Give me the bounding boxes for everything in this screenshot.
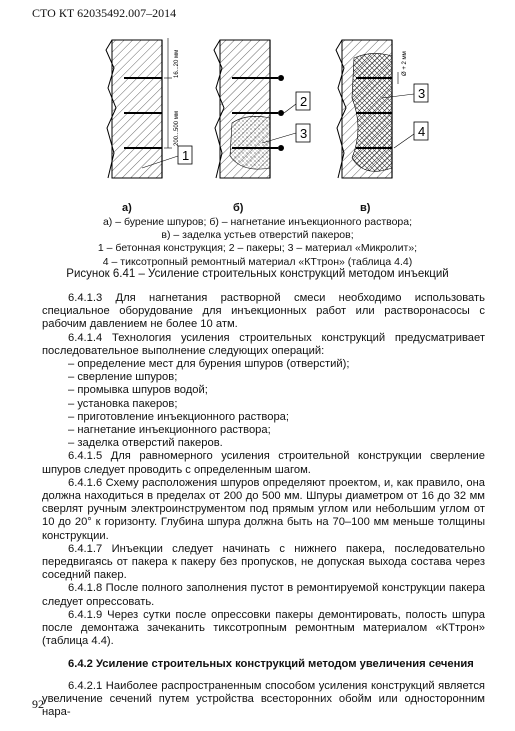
legend-line: в) – заделка устьев отверстий пакеров; bbox=[161, 229, 354, 242]
paragraph: 6.4.2.1 Наиболее распространенным способом усиления конструкций является увеличение сечений путем устройства всесторонних обойм или односторонним нара- bbox=[42, 679, 485, 719]
dimension-diameter: Ø + 2 мм bbox=[402, 51, 408, 76]
panel-b-label: б) bbox=[233, 202, 244, 214]
list-item: – приготовление инъекционного раствора; bbox=[68, 410, 289, 423]
list-item: – промывка шпуров водой; bbox=[68, 384, 208, 397]
callout-1: 1 bbox=[182, 148, 190, 163]
paragraph: 6.4.1.3 Для нагнетания растворной смеси необходимо использовать специальное оборудование для инъекционных работ или растворонасосы с рабочим давлением не более 10 атм. bbox=[42, 292, 485, 331]
section-heading: 6.4.2 Усиление строительных конструкций методом увеличения сечения bbox=[68, 658, 474, 671]
figure-legend bbox=[0, 216, 515, 269]
paragraph: 6.4.1.5 Для равномерного усиления строительной конструкции сверление шпуров следует проводить с определенным шагом. bbox=[42, 450, 485, 476]
panel-b-drawing bbox=[214, 40, 310, 178]
paragraph: 6.4.1.4 Технология усиления строительных конструкций предусматривает последовательное выполнение следующих операций: bbox=[42, 331, 485, 357]
legend-line: а) – бурение шпуров; б) – нагнетание инъекционного раствора; bbox=[102, 216, 413, 228]
document-code-header: СТО КТ 62035492.007–2014 bbox=[32, 6, 177, 20]
panel-a-drawing bbox=[106, 38, 192, 178]
callout-2: 2 bbox=[300, 94, 308, 109]
list-item: – определение мест для бурения шпуров (отверстий); bbox=[68, 358, 350, 371]
paragraph: 6.4.1.7 Инъекции следует начинать с нижнего пакера, последовательно передвигаясь от пакера к пакеру без пропусков, не допуская выхода состава через соседний пакер. bbox=[42, 542, 485, 582]
paragraph: 6.4.1.6 Схему расположения шпуров определяют проектом, и, как правило, она должна находиться в пределах от 200 до 500 мм. Шпуры диаметром от 16 до 32 мм сверлят ручным электроинструментом под прямым углом или небольшим углом от 10 до 20° к горизонту. Глубина шпура должна быть на 70–100 мм меньше толщины конструкции. bbox=[42, 476, 485, 542]
figure-caption: Рисунок 6.41 – Усиление строительных конструкций методом инъекций bbox=[66, 268, 449, 280]
body-text bbox=[42, 292, 485, 719]
paragraph: 6.4.1.9 Через сутки после опрессовки пакеры демонтировать, полость шпура после демонтажа зачеканить тиксотропным ремонтным материалом «КТтрон» (таблица 4.4). bbox=[42, 608, 485, 648]
list-item: – сверление шпуров; bbox=[68, 371, 178, 384]
callout-3-b: 3 bbox=[300, 126, 308, 141]
injection-figure bbox=[102, 28, 442, 198]
paragraph: 6.4.1.8 После полного заполнения пустот в ремонтируемой конструкции пакера следует опрессовать. bbox=[42, 582, 485, 608]
list-item: – нагнетание инъекционного раствора; bbox=[68, 424, 271, 437]
panel-c-drawing bbox=[336, 40, 428, 178]
list-item: – заделка отверстий пакеров. bbox=[68, 437, 223, 450]
panel-c-label: в) bbox=[360, 202, 371, 214]
dimension-spacing: 200...500 мм bbox=[174, 111, 180, 146]
legend-line: 1 – бетонная конструкция; 2 – пакеры; 3 – материал «Микролит»; bbox=[97, 242, 418, 255]
legend-line: 4 – тиксотропный ремонтный материал «КТтрон» (таблица 4.4) bbox=[102, 255, 413, 268]
dimension-top-gap: 16...20 мм bbox=[174, 49, 180, 78]
list-item: – установка пакеров; bbox=[68, 397, 178, 410]
callout-4: 4 bbox=[418, 124, 426, 139]
page-number: 92 bbox=[32, 697, 44, 711]
callout-3-c: 3 bbox=[418, 86, 426, 101]
panel-a-label: а) bbox=[122, 202, 132, 214]
